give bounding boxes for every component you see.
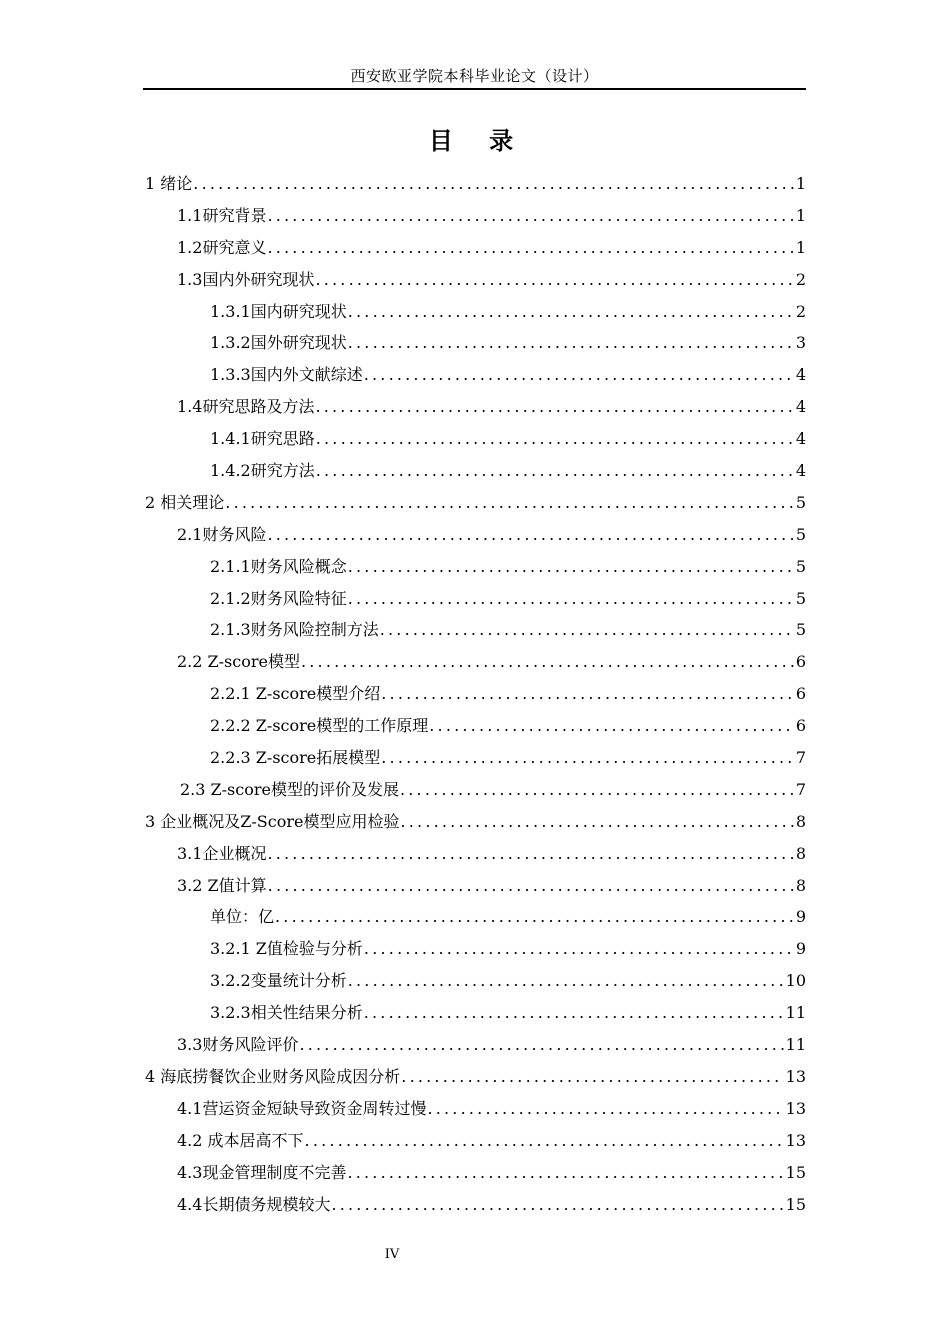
toc-entry[interactable]: [143, 264, 806, 296]
toc-entry[interactable]: [143, 901, 806, 933]
toc-leader-dots: [347, 1157, 783, 1189]
toc-entry-page: 5: [795, 556, 806, 576]
toc-entry-label: 3.1企业概况: [177, 843, 267, 863]
toc-leader-dots: [315, 264, 793, 296]
toc-leader-dots: [316, 455, 794, 487]
toc-entry[interactable]: [143, 933, 806, 965]
toc-entry[interactable]: [143, 551, 806, 583]
toc-entry-page: 5: [795, 620, 806, 640]
toc-entry-page: 9: [795, 939, 806, 959]
toc-entry[interactable]: [143, 327, 806, 359]
toc-leader-dots: [225, 487, 794, 519]
toc-leader-dots: [299, 1029, 783, 1061]
toc-leader-dots: [400, 774, 794, 806]
toc-entry[interactable]: [143, 1061, 806, 1093]
toc-entry-label: 2.2.3 Z-score拓展模型: [210, 748, 381, 768]
toc-entry[interactable]: [143, 423, 806, 455]
toc-entry[interactable]: [143, 678, 806, 710]
table-of-contents: [143, 168, 806, 1220]
toc-entry[interactable]: [143, 1125, 806, 1157]
toc-entry-label: 1.4.2研究方法: [210, 461, 315, 481]
toc-leader-dots: [267, 519, 793, 551]
toc-entry-label: 2.2 Z-score模型: [177, 652, 300, 672]
toc-entry[interactable]: [143, 614, 806, 646]
toc-entry[interactable]: [143, 200, 806, 232]
toc-leader-dots: [364, 359, 794, 391]
toc-leader-dots: [275, 901, 794, 933]
toc-entry-label: 1.4.1研究思路: [210, 429, 315, 449]
toc-entry[interactable]: [143, 487, 806, 519]
toc-entry-page: 4: [795, 397, 806, 417]
toc-entry-label: 4.3现金管理制度不完善: [177, 1162, 347, 1182]
toc-entry[interactable]: [143, 1029, 806, 1061]
toc-entry-page: 8: [795, 875, 806, 895]
toc-entry-label: 1.3.3国内外文献综述: [210, 365, 363, 385]
toc-entry[interactable]: [143, 838, 806, 870]
toc-entry-page: 2: [795, 301, 806, 321]
toc-entry-page: 6: [795, 716, 806, 736]
toc-entry-page: 1: [795, 174, 806, 193]
toc-entry-page: 8: [795, 843, 806, 863]
toc-entry-page: 4: [795, 429, 806, 449]
toc-entry-label: 4 海底捞餐饮企业财务风险成因分析: [145, 1066, 401, 1086]
toc-entry-label: 3.2.1 Z值检验与分析: [210, 939, 363, 959]
toc-entry[interactable]: [143, 296, 806, 328]
toc-entry[interactable]: [143, 710, 806, 742]
toc-leader-dots: [348, 583, 794, 615]
toc-leader-dots: [429, 710, 794, 742]
toc-leader-dots: [427, 1093, 783, 1125]
page-number: IV: [384, 1247, 400, 1262]
toc-entry[interactable]: [143, 1157, 806, 1189]
toc-entry[interactable]: [143, 583, 806, 615]
toc-entry-label: 4.2 成本居高不下: [177, 1130, 304, 1150]
toc-entry-label: 2.1财务风险: [177, 524, 267, 544]
header-rule: [143, 88, 806, 90]
toc-entry-page: 1: [795, 205, 806, 225]
page-header: 西安欧亚学院本科毕业论文（设计）: [350, 67, 599, 85]
toc-entry-label: 1.1研究背景: [177, 205, 267, 225]
toc-title: 目 录: [428, 126, 528, 155]
toc-entry[interactable]: [143, 997, 806, 1029]
toc-leader-dots: [316, 423, 794, 455]
toc-entry-page: 1: [795, 237, 806, 257]
toc-entry-page: 15: [785, 1162, 806, 1182]
toc-entry-label: 4.4长期债务规模较大: [177, 1194, 331, 1214]
toc-entry[interactable]: [143, 232, 806, 264]
toc-entry[interactable]: [143, 1093, 806, 1125]
toc-entry-page: 11: [785, 1035, 806, 1055]
toc-entry[interactable]: [143, 646, 806, 678]
toc-entry-label: 2.1.2财务风险特征: [210, 588, 347, 608]
toc-entry-page: 7: [795, 748, 806, 768]
toc-entry-page: 11: [785, 1003, 806, 1023]
toc-entry-page: 13: [785, 1098, 806, 1118]
toc-entry[interactable]: [143, 168, 806, 200]
toc-entry-page: 2: [795, 269, 806, 289]
toc-leader-dots: [348, 296, 794, 328]
toc-entry-page: 15: [785, 1194, 806, 1214]
toc-entry-label: 2 相关理论: [145, 492, 225, 512]
toc-leader-dots: [401, 1061, 783, 1093]
toc-entry[interactable]: [143, 1189, 806, 1221]
toc-entry-label: 2.1.1财务风险概念: [210, 556, 347, 576]
toc-entry-label: 4.1营运资金短缺导致资金周转过慢: [177, 1098, 427, 1118]
toc-entry[interactable]: [143, 742, 806, 774]
toc-entry-label: 3.2.2变量统计分析: [210, 971, 347, 991]
toc-entry-page: 8: [795, 811, 806, 831]
toc-entry-page: 4: [795, 365, 806, 385]
toc-entry-label: 1.4研究思路及方法: [177, 397, 315, 417]
toc-entry-page: 10: [785, 971, 806, 991]
toc-entry-label: 3.2 Z值计算: [177, 875, 267, 895]
toc-entry-page: 5: [795, 524, 806, 544]
toc-entry-label: 2.2.2 Z-score模型的工作原理: [210, 716, 429, 736]
toc-leader-dots: [348, 551, 794, 583]
toc-leader-dots: [268, 870, 794, 902]
toc-leader-dots: [315, 391, 793, 423]
toc-entry-label: 1 绪论: [145, 174, 193, 193]
toc-entry[interactable]: [143, 806, 806, 838]
toc-leader-dots: [348, 965, 784, 997]
toc-entry[interactable]: [143, 965, 806, 997]
toc-entry-page: 3: [795, 333, 806, 353]
toc-leader-dots: [348, 327, 794, 359]
toc-entry-label: 1.3.2国外研究现状: [210, 333, 347, 353]
toc-entry[interactable]: [143, 870, 806, 902]
toc-leader-dots: [193, 168, 794, 200]
toc-entry-page: 9: [795, 907, 806, 927]
toc-leader-dots: [364, 997, 784, 1029]
toc-entry-label: 1.3国内外研究现状: [177, 269, 315, 289]
toc-leader-dots: [381, 742, 794, 774]
toc-entry-page: 5: [795, 492, 806, 512]
toc-entry-label: 3.3财务风险评价: [177, 1035, 299, 1055]
toc-entry-label: 2.2.1 Z-score模型介绍: [210, 684, 381, 704]
toc-entry-label: 1.3.1国内研究现状: [210, 301, 347, 321]
toc-leader-dots: [380, 614, 794, 646]
toc-leader-dots: [331, 1189, 783, 1221]
toc-entry-page: 5: [795, 588, 806, 608]
toc-leader-dots: [301, 646, 794, 678]
toc-entry-label: 单位：亿: [210, 907, 275, 927]
toc-leader-dots: [305, 1125, 784, 1157]
toc-leader-dots: [267, 232, 793, 264]
toc-leader-dots: [364, 933, 794, 965]
toc-entry-page: 6: [795, 652, 806, 672]
toc-leader-dots: [267, 838, 793, 870]
toc-entry-page: 4: [795, 461, 806, 481]
toc-entry[interactable]: [143, 519, 806, 551]
toc-entry-page: 6: [795, 684, 806, 704]
toc-entry-label: 2.1.3财务风险控制方法: [210, 620, 379, 640]
toc-leader-dots: [267, 200, 793, 232]
toc-entry-page: 13: [785, 1066, 806, 1086]
toc-entry-label: 3.2.3相关性结果分析: [210, 1003, 363, 1023]
toc-entry-label: 1.2研究意义: [177, 237, 267, 257]
toc-entry-page: 7: [795, 779, 806, 799]
toc-entry[interactable]: [143, 391, 806, 423]
toc-leader-dots: [381, 678, 794, 710]
toc-entry[interactable]: [143, 455, 806, 487]
toc-entry[interactable]: [143, 359, 806, 391]
toc-leader-dots: [400, 806, 793, 838]
toc-entry[interactable]: [143, 774, 806, 806]
toc-entry-page: 13: [785, 1130, 806, 1150]
toc-entry-label: 3 企业概况及Z-Score模型应用检验: [145, 811, 400, 831]
toc-entry-label: 2.3 Z-score模型的评价及发展: [180, 779, 399, 799]
